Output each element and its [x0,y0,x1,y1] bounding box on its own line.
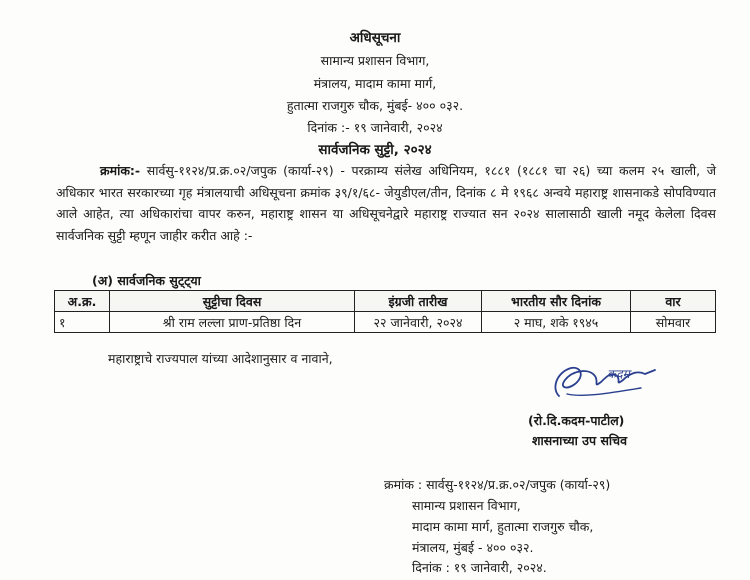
col-header-holiday: सुट्टीचा दिवस [110,291,355,312]
endorsement-date: दिनांक : १९ जानेवारी, २०२४. [412,560,547,575]
notification-title: अधिसूचना [349,30,401,46]
notification-subject: सार्वजनिक सुट्टी, २०२४ [318,142,432,158]
endorsement-department: सामान्य प्रशासन विभाग, [412,498,521,513]
department-name: सामान्य प्रशासन विभाग, [320,53,430,68]
endorsement-ref: क्रमांक : सार्वसु-११२४/प्र.क्र.०२/जपुक (कार्या-२९) [384,477,611,492]
cell-weekday: सोमवार [631,312,716,333]
order-line: महाराष्ट्राचे राज्यपाल यांच्या आदेशानुसार व नावाने, [108,351,333,366]
reference-text: सार्वसु-११२४/प्र.क्र.०२/जपुक (कार्या-२९) - परक्राम्य संलेख अधिनियम, १८८१ (१८८१ चा २६) च्या कलम २५ खाली, जे अधिकार भारत सरकारच्या गृह मंत्रालयाची अधिसूचना क्रमांक ३९/१/६८- जेयुडीएल/तीन, दिनांक ८ मे १९६८ अन्वये महाराष्ट्र शासनाकडे सोपविण्यात आले आहेत, त्या अधिकारांचा वापर करुन, महाराष्ट्र शासन या अधिसूचनेद्वारे महाराष्ट्र राज्यात सन २०२४ सालासाठी खाली नमूद केलेला दिवस सार्वजनिक सुट्टी म्हणून जाहीर करीत आहे :- [56,163,716,243]
reference-label: क्रमांक:- [100,163,141,178]
holiday-table [54,290,716,333]
cell-serial: १ [55,312,110,333]
signatory-designation: शासनाच्या उप सचिव [532,433,628,448]
address-line-2: हुतात्मा राजगुरु चौक, मुंबई- ४०० ०३२. [286,98,464,113]
table-row [55,312,716,333]
col-header-english-date: इंग्रजी तारीख [355,291,482,312]
notification-body [56,160,716,246]
section-label: (अ) सार्वजनिक सुट्ट्या [92,273,201,288]
col-header-saka-date: भारतीय सौर दिनांक [482,291,631,312]
col-header-weekday: वार [631,291,716,312]
signature-image [545,358,660,406]
signature-text: कदम [607,367,630,381]
cell-holiday: श्री राम लल्ला प्राण-प्रतिष्ठा दिन [110,312,355,333]
address-line-1: मंत्रालय, मादाम कामा मार्ग, [313,76,437,91]
endorsement-address-2: मंत्रालय, मुंबई - ४०० ०३२. [412,540,534,555]
signatory-name: (रो.दि.कदम-पाटील) [528,413,625,428]
cell-english-date: २२ जानेवारी, २०२४ [355,312,482,333]
table-header-row [55,291,716,312]
col-header-serial: अ.क्र. [55,291,110,312]
cell-saka-date: २ माघ, शके १९४५ [482,312,631,333]
notification-date: दिनांक :- १९ जानेवारी, २०२४ [307,120,443,135]
endorsement-address-1: मादाम कामा मार्ग, हुतात्मा राजगुरु चौक, [412,519,594,534]
